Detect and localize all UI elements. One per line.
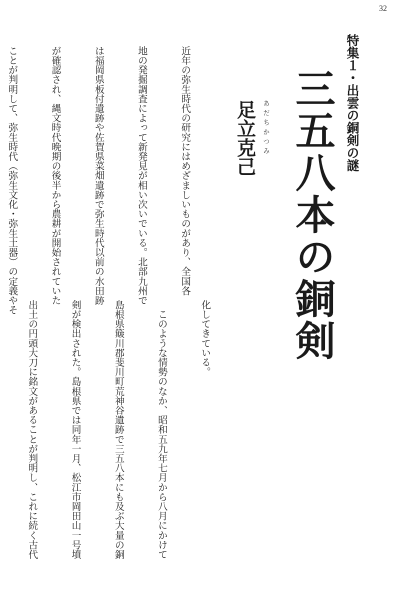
paragraph-intro xyxy=(6,46,220,315)
feature-label: 特集１・出雲の銅剣の謎 xyxy=(345,34,360,172)
page-number: 32 xyxy=(379,4,387,13)
author-ruby: あだちかつみ xyxy=(262,100,270,157)
paragraph-discovery xyxy=(26,300,240,590)
article-title: 三五八本の銅剣 xyxy=(289,68,335,362)
text-line: 近年の弥生時代の研究にはめざましいものがあり、全国各 xyxy=(179,46,191,296)
text-line: は福岡県板付遺跡や佐賀県菜畑遺跡で弥生時代以前の水田跡 xyxy=(92,46,104,306)
author-name: 足立克己 xyxy=(234,100,256,176)
text-line: 島根県簸川郡斐川町荒神谷遺跡で三五八本にも及ぶ大量の銅 xyxy=(112,300,124,560)
text-line: 地の発掘調査によって新発見が相い次いでいる。北部九州で xyxy=(135,46,147,306)
text-line: ことが判明して、弥生時代（弥生文化・弥生土器）の定義やそ xyxy=(6,46,18,315)
text-line: が確認され、縄文時代晩期の後半から農耕が開始されていた xyxy=(49,46,61,306)
text-line: 出土の円頭大刀に銘文があることが判明し、これに続く古代 xyxy=(26,300,38,560)
text-line: 剣が検出された。島根県では同年一月、松江市岡田山一号墳 xyxy=(69,300,81,560)
text-line: このような情勢のなか、昭和五九年七月から八月にかけて xyxy=(155,300,167,560)
text-line: 化してきている。 xyxy=(199,300,211,377)
